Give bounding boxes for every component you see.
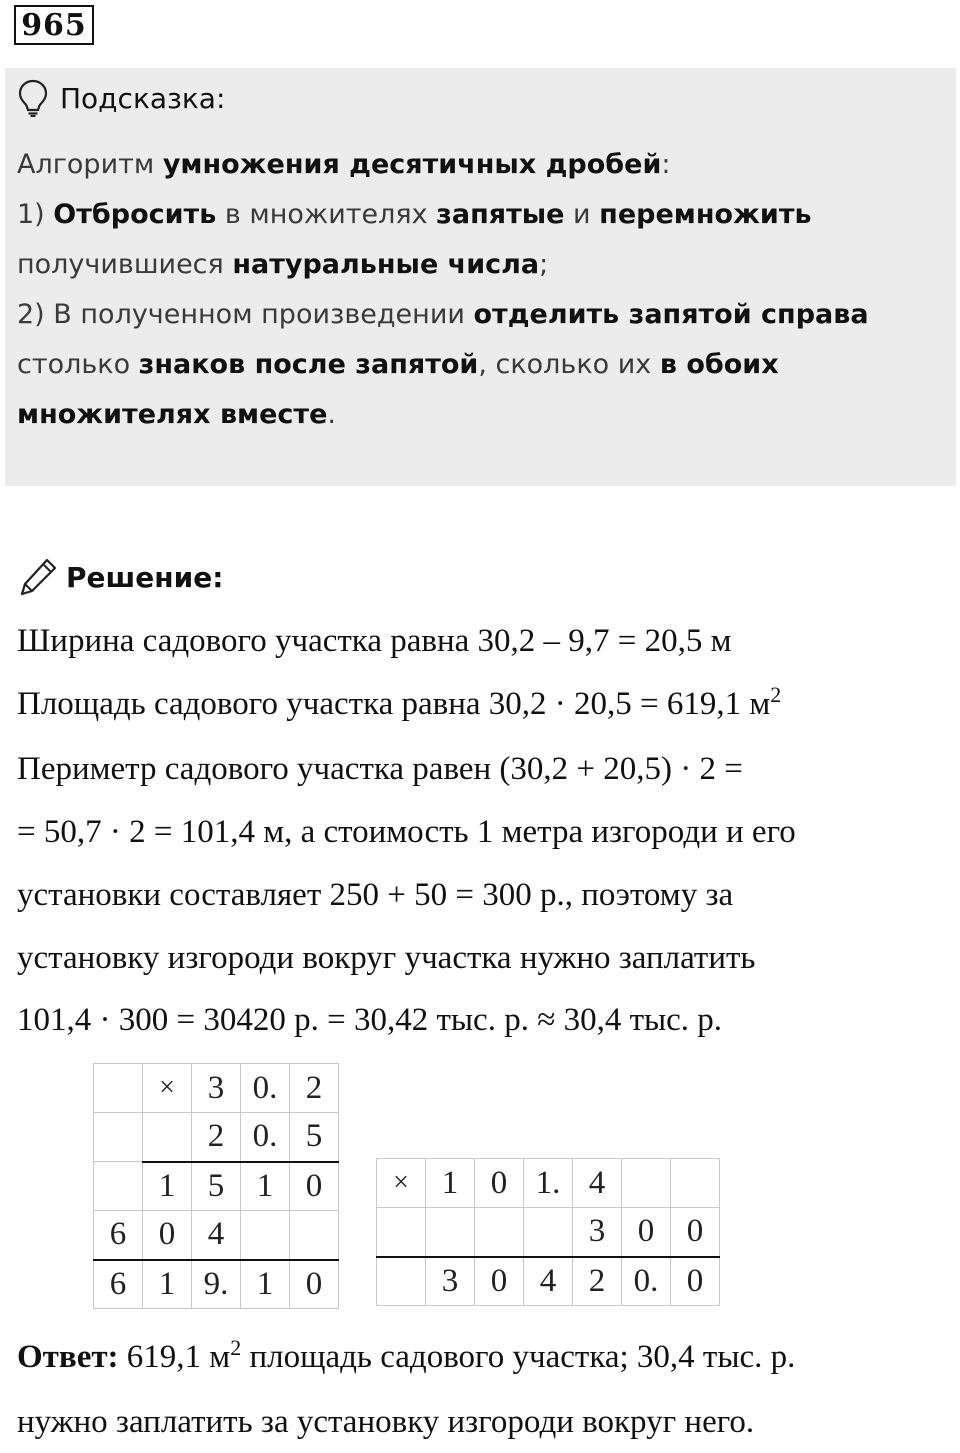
calc-row <box>94 1162 339 1211</box>
calc-digit: 6 <box>94 1211 143 1260</box>
calc-digit <box>377 1208 426 1257</box>
calc-digit <box>524 1208 573 1257</box>
multiply-sign: × <box>377 1159 426 1208</box>
calc-digit <box>143 1113 192 1162</box>
calc-digit: 4 <box>524 1257 573 1306</box>
hint-run: Алгоритм <box>17 149 163 180</box>
calc-digit: 3 <box>426 1257 475 1306</box>
calc-digit: 5 <box>192 1162 241 1211</box>
hint-run: получившиеся <box>17 249 233 280</box>
hint-bold-term: знаков после запятой <box>138 349 479 380</box>
solution-title: Решение: <box>66 560 224 594</box>
calc-digit: 2 <box>290 1064 339 1113</box>
answer-unit-exponent: 2 <box>230 1335 242 1360</box>
calc-digit <box>377 1257 426 1306</box>
calc-digit: 1. <box>524 1159 573 1208</box>
calc-digit: 0 <box>671 1208 720 1257</box>
task-number: 965 <box>14 5 94 45</box>
hint-bold-term: натуральные числа <box>232 249 540 280</box>
calc-digit <box>671 1159 720 1208</box>
calc-digit: 4 <box>192 1211 241 1260</box>
hint-run: . <box>327 399 336 430</box>
calc-digit: 0 <box>475 1257 524 1306</box>
calc-row <box>94 1113 339 1162</box>
solution-line-text: = 50,7 · 2 = 101,4 м, а стоимость 1 метра изгороди и его <box>17 814 796 851</box>
hint-line <box>17 240 937 290</box>
solution-line <box>17 927 947 990</box>
hint-line <box>17 290 937 340</box>
solution-line-text: Периметр садового участка равен (30,2 + 20,5) · 2 = <box>17 751 743 788</box>
hint-title: Подсказка: <box>60 81 226 115</box>
calc-digit: 5 <box>290 1113 339 1162</box>
calc-digit: 0 <box>622 1208 671 1257</box>
multiplication-table-2 <box>376 1158 720 1306</box>
unit-exponent: 2 <box>770 681 782 707</box>
multiplication-table-1 <box>93 1063 339 1309</box>
calc-digit: 0. <box>622 1257 671 1306</box>
calc-digit: 6 <box>94 1260 143 1309</box>
hint-run: в множителях <box>216 199 437 230</box>
calc-digit: 0 <box>143 1211 192 1260</box>
calc-digit: 0 <box>290 1260 339 1309</box>
calc-digit: 0 <box>475 1159 524 1208</box>
hint-bold-term: перемножить <box>599 199 812 230</box>
calc-digit: 0 <box>290 1162 339 1211</box>
calc-digit: 1 <box>426 1159 475 1208</box>
multiply-sign: × <box>143 1064 192 1113</box>
hint-bold-term: умножения десятичных дробей <box>162 149 662 180</box>
answer-text: площадь садового участка; 30,4 тыс. р. <box>241 1339 796 1375</box>
answer <box>17 1326 947 1453</box>
calc-digit <box>94 1162 143 1211</box>
hint-bold-term: в обоих <box>659 349 779 380</box>
calc-digit: 4 <box>573 1159 622 1208</box>
calc-digit <box>426 1208 475 1257</box>
hint-header <box>18 78 225 118</box>
calc-digit: 1 <box>143 1162 192 1211</box>
hint-run: и <box>564 199 600 230</box>
calc-digit: 0. <box>241 1064 290 1113</box>
calc-digit <box>94 1113 143 1162</box>
calc-digit: 0 <box>671 1257 720 1306</box>
calc-row <box>377 1257 720 1306</box>
calc-digit: 3 <box>192 1064 241 1113</box>
solution-line <box>17 610 947 673</box>
solution-line <box>17 989 947 1052</box>
solution-line-text: Ширина садового участка равна 30,2 – 9,7 = 20,5 м <box>17 623 732 659</box>
calc-row <box>94 1260 339 1309</box>
hint-run: ; <box>539 249 549 280</box>
calc-digit: 1 <box>143 1260 192 1309</box>
solution-text <box>17 610 947 1052</box>
calc-row <box>377 1159 720 1208</box>
solution-line <box>17 738 947 801</box>
hint-run: 1) <box>17 199 54 230</box>
hint-text <box>17 140 937 440</box>
solution-line-text: 101,4 · 300 = 30420 р. = 30,42 тыс. р. ≈ 30,4 тыс. р. <box>17 1002 723 1039</box>
pencil-icon <box>18 557 58 597</box>
solution-line <box>17 864 947 927</box>
calc-digit <box>475 1208 524 1257</box>
calc-row <box>94 1064 339 1113</box>
answer-line-2: нужно заплатить за установку изгороди вокруг него. <box>17 1404 755 1440</box>
calc-digit: 9. <box>192 1260 241 1309</box>
solution-line-text: Площадь садового участка равна 30,2 · 20,5 = 619,1 м <box>17 685 771 722</box>
calc-row <box>94 1211 339 1260</box>
solution-header <box>18 555 223 599</box>
solution-line-text: установки составляет 250 + 50 = 300 р., поэтому за <box>17 876 734 913</box>
hint-line <box>17 390 937 440</box>
hint-line <box>17 140 937 190</box>
calc-digit: 0. <box>241 1113 290 1162</box>
calc-digit <box>290 1211 339 1260</box>
calc-digit <box>622 1159 671 1208</box>
solution-line <box>17 801 947 864</box>
solution-line <box>17 673 947 739</box>
calc-digit: 3 <box>573 1208 622 1257</box>
lightbulb-icon <box>18 79 48 117</box>
hint-run: : <box>661 149 671 180</box>
hint-line <box>17 190 937 240</box>
hint-bold-term: запятые <box>436 199 565 230</box>
calc-digit <box>241 1211 290 1260</box>
calc-row <box>377 1208 720 1257</box>
calc-digit <box>94 1064 143 1113</box>
hint-bold-term: отделить запятой справа <box>473 299 869 330</box>
answer-label: Ответ: <box>17 1339 119 1375</box>
calc-digit: 1 <box>241 1162 290 1211</box>
hint-run: , сколько их <box>478 349 660 380</box>
calc-digit: 2 <box>192 1113 241 1162</box>
calc-digit: 2 <box>573 1257 622 1306</box>
hint-line <box>17 340 937 390</box>
answer-value: 619,1 м <box>118 1339 231 1375</box>
hint-run: столько <box>17 349 139 380</box>
hint-bold-term: множителях вместе <box>17 399 328 430</box>
calc-digit: 1 <box>241 1260 290 1309</box>
solution-line-text: установку изгороди вокруг участка нужно заплатить <box>17 939 756 976</box>
hint-bold-term: Отбросить <box>53 199 217 230</box>
hint-run: 2) В полученном произведении <box>17 299 474 330</box>
